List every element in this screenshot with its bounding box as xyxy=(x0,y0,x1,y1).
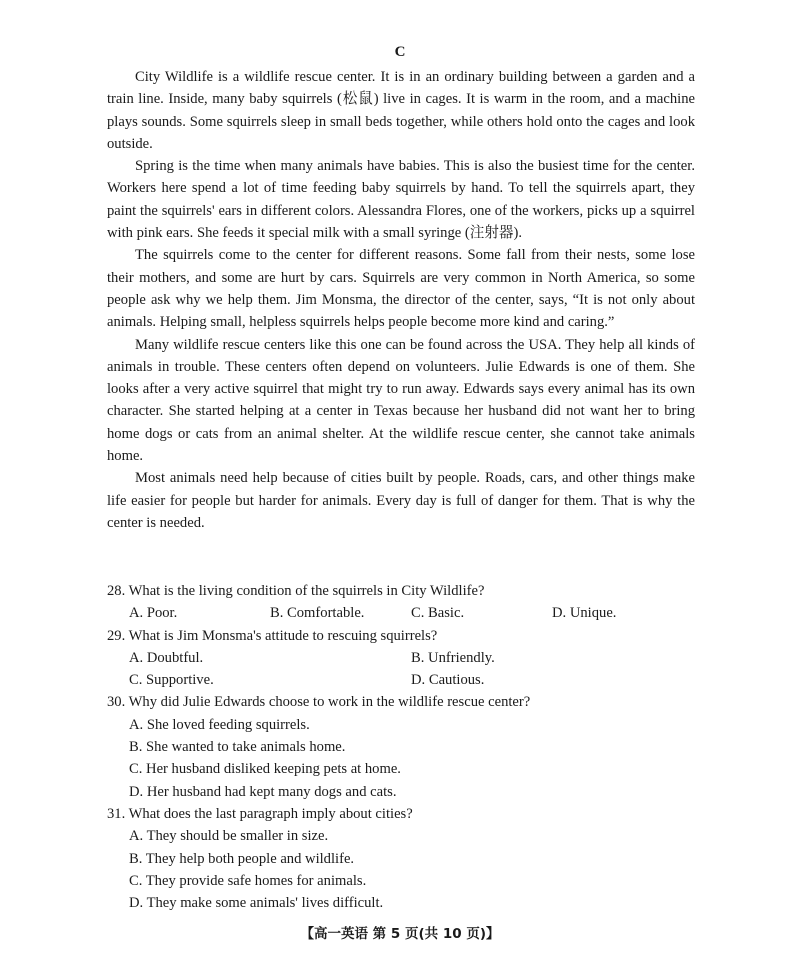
option-a: A. Poor. xyxy=(129,605,178,622)
option-d: D. They make some animals' lives difficult. xyxy=(129,895,384,912)
question-stem: 30. Why did Julie Edwards choose to work in the wildlife rescue center? xyxy=(107,694,531,711)
options xyxy=(107,647,695,692)
reading-passage xyxy=(107,66,695,534)
option-a: A. Doubtful. xyxy=(129,649,204,666)
option-a: A. They should be smaller in size. xyxy=(129,828,329,845)
question-30 xyxy=(107,691,695,802)
option-c: C. Her husband disliked keeping pets at home. xyxy=(129,761,401,778)
question-stem: 31. What does the last paragraph imply about cities? xyxy=(107,805,413,822)
paragraph: The squirrels come to the center for different reasons. Some fall from their nests, some lose their mothers, and some are hurt by cars. Squirrels are very common in North America, so some people ask why we help them. Jim Monsma, the director of the center, says, “It is not only about animals. Helping small, helpless squirrels helps people become more kind and caring.” xyxy=(107,247,695,331)
option-c: C. They provide safe homes for animals. xyxy=(129,872,367,889)
option-b: B. They help both people and wildlife. xyxy=(129,850,355,867)
paragraph: Most animals need help because of cities built by people. Roads, cars, and other things make life easier for people but harder for animals. Every day is full of danger for them. That is why the center is needed. xyxy=(107,470,695,531)
option-b: B. She wanted to take animals home. xyxy=(129,739,346,756)
options xyxy=(107,825,695,914)
question-stem: 29. What is Jim Monsma's attitude to rescuing squirrels? xyxy=(107,627,438,644)
option-c: C. Supportive. xyxy=(129,672,214,689)
options xyxy=(107,602,695,624)
question-stem: 28. What is the living condition of the squirrels in City Wildlife? xyxy=(107,583,485,599)
option-d: D. Unique. xyxy=(552,605,617,622)
section-title: C xyxy=(394,44,406,60)
question-28 xyxy=(107,580,695,625)
paragraph: Many wildlife rescue centers like this one can be found across the USA. They help all kinds of animals in trouble. These centers often depend on volunteers. Julie Edwards is one of them. She looks after a very active squirrel that might try to run away. Edwards says every animal has its own character. She started helping at a center in Texas because her husband did not want her to bring home dogs or cats from an animal shelter. At the wildlife rescue center, she cannot take animals home. xyxy=(107,336,695,465)
question-31 xyxy=(107,803,695,914)
paragraph: Spring is the time when many animals have babies. This is also the busiest time for the center. Workers here spend a lot of time feeding baby squirrels by hand. To tell the squirrels apart, they paint the squirrels' ears in different colors. Alessandra Flores, one of the workers, picks up a squirrel with pink ears. She feeds it special milk with a small syringe (注射器). xyxy=(107,158,695,242)
options xyxy=(107,714,695,803)
paragraph: City Wildlife is a wildlife rescue center. It is in an ordinary building between a garden and a train line. Inside, many baby squirrels (松鼠) live in cages. It is warm in the room, and a machine plays sounds. Some squirrels sleep in small beds together, while others hold onto the cages and look outside. xyxy=(107,69,695,152)
option-a: A. She loved feeding squirrels. xyxy=(129,716,310,733)
question-29 xyxy=(107,625,695,692)
option-c: C. Basic. xyxy=(411,605,465,622)
question-list xyxy=(107,580,695,914)
option-b: B. Unfriendly. xyxy=(411,649,495,666)
option-b: B. Comfortable. xyxy=(270,605,365,622)
option-d: D. Cautious. xyxy=(411,672,485,689)
option-d: D. Her husband had kept many dogs and cats. xyxy=(129,783,397,800)
page-footer: 【高一英语 第 5 页(共 10 页)】 xyxy=(300,926,500,942)
